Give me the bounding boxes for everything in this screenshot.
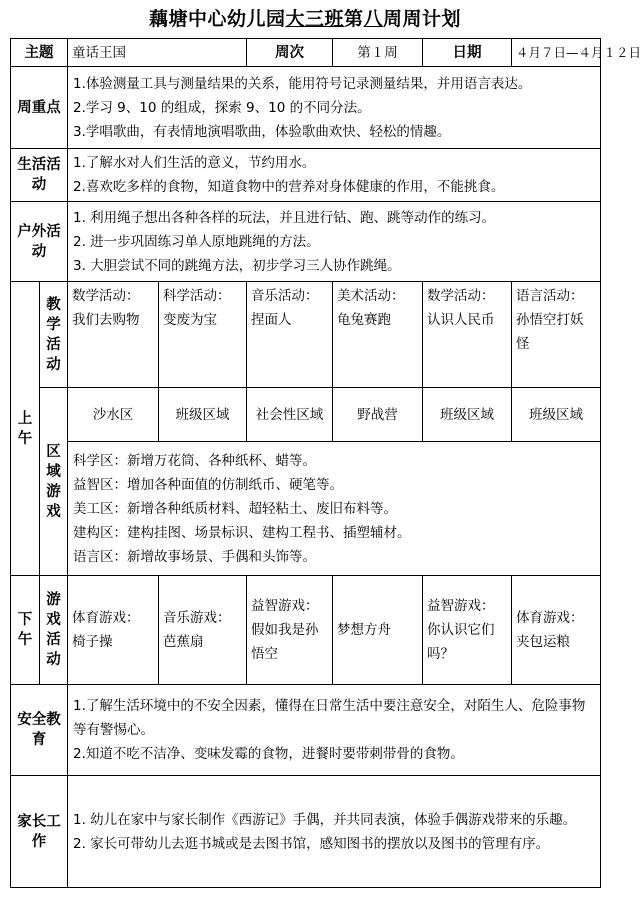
activity-type: 科学活动：: [163, 288, 231, 304]
area-cell: 班级区域: [159, 388, 247, 442]
outdoor-item: 3. 大胆尝试不同的跳绳方法，初步学习三人协作跳绳。: [73, 257, 401, 274]
game-type: 音乐游戏：: [163, 610, 231, 626]
afternoon-label: 下午: [11, 576, 40, 685]
theme-value: 童话王国: [68, 39, 247, 67]
area-details-row: [11, 442, 601, 576]
goal-item: 3.学唱歌曲，有表情地演唱歌曲，体验歌曲欢快、轻松的情趣。: [73, 123, 451, 140]
life-label: 生活活动: [11, 149, 68, 202]
area-label: 区域游戏: [40, 388, 68, 576]
area-row: [11, 388, 601, 442]
morning-label: 上午: [11, 282, 40, 576]
game-cell: [159, 576, 247, 685]
week-label: 周次: [247, 39, 333, 67]
activity-name: 龟兔赛跑: [337, 312, 391, 328]
life-list: [68, 149, 601, 202]
parents-row: [11, 776, 601, 888]
area-detail-item: 建构区：建构挂图、场景标识、建构工程书、插塑辅材。: [73, 524, 411, 541]
safety-row: [11, 685, 601, 776]
activity-name: 捏面人: [251, 312, 292, 328]
goals-list: [68, 67, 601, 149]
weekly-plan-table: [10, 38, 641, 888]
title-week-number: 八: [363, 8, 384, 30]
date-value: ４月７日—４月１２日: [512, 39, 601, 67]
game-name: 假如我是孙悟空: [251, 622, 319, 662]
game-type: 益智游戏：: [427, 598, 495, 614]
goal-item: 1.体验测量工具与测量结果的关系，能用符号记录测量结果，并用语言表达。: [73, 75, 532, 92]
week-value: 第１周: [333, 39, 423, 67]
parents-list: [68, 776, 601, 888]
goals-label: 周重点: [11, 67, 68, 149]
safety-item: 1.了解生活环境中的不安全因素，懂得在日常生活中要注意安全，对陌生人、危险事物等有警惕心。: [73, 698, 586, 738]
activity-type: 数学活动：: [72, 288, 140, 304]
teaching-cell: [68, 282, 159, 388]
date-label: 日期: [423, 39, 512, 67]
game-name: 梦想方舟: [337, 622, 391, 638]
activity-name: 变废为宝: [163, 312, 217, 328]
game-name: 你认识它们吗？: [427, 622, 495, 662]
life-item: 2.喜欢吃多样的食物，知道食物中的营养对身体健康的作用，不能挑食。: [73, 179, 505, 195]
activity-name: 我们去购物: [72, 312, 140, 328]
life-row: [11, 149, 601, 202]
game-cell: [68, 576, 159, 685]
game-type: 体育游戏：: [516, 610, 584, 626]
game-type: 体育游戏：: [72, 610, 140, 626]
game-cell: [423, 576, 512, 685]
activity-type: 美术活动：: [337, 288, 405, 304]
game-cell: [333, 576, 423, 685]
parents-item: 1. 幼儿在家中与家长制作《西游记》手偶，并共同表演，体验手偶游戏带来的乐趣。: [73, 811, 577, 828]
outdoor-list: [68, 202, 601, 282]
area-detail-item: 科学区：新增万花筒、各种纸杯、蜡等。: [73, 452, 316, 469]
teaching-cell: [333, 282, 423, 388]
activity-type: 音乐活动：: [251, 288, 319, 304]
teaching-cell: [512, 282, 601, 388]
game-type: 益智游戏：: [251, 598, 319, 614]
parents-item: 2. 家长可带幼儿去逛书城或是去图书馆，感知图书的摆放以及图书的管理有序。: [73, 835, 550, 852]
teaching-cell: [423, 282, 512, 388]
area-details-list: [68, 442, 601, 576]
game-name: 夹包运粮: [516, 634, 570, 650]
parents-label: 家长工作: [11, 776, 68, 888]
life-item: 1.了解水对人们生活的意义，节约用水。: [73, 155, 316, 171]
activity-type: 语言活动：: [516, 288, 584, 304]
activity-name: 孙悟空打妖怪: [516, 312, 584, 352]
games-label: 游戏活动: [40, 576, 68, 685]
area-cell: 班级区域: [512, 388, 601, 442]
game-cell: [247, 576, 333, 685]
afternoon-row: [11, 576, 601, 685]
title-suffix: 周周计划: [383, 8, 462, 30]
teaching-row: [11, 282, 601, 388]
safety-list: [68, 685, 601, 776]
game-name: 芭蕉扇: [163, 634, 204, 650]
game-cell: [512, 576, 601, 685]
theme-label: 主题: [11, 39, 68, 67]
title-school: 藕塘中心幼儿园: [148, 8, 286, 30]
game-name: 椅子操: [72, 634, 113, 650]
teaching-cell: [159, 282, 247, 388]
area-cell: 班级区域: [423, 388, 512, 442]
activity-name: 认识人民币: [427, 312, 495, 328]
title-middle: 第: [343, 8, 364, 30]
teaching-cell: [247, 282, 333, 388]
goals-row: [11, 67, 601, 149]
safety-item: 2.知道不吃不洁净、变味发霉的食物，进餐时要带刺带骨的食物。: [73, 746, 464, 762]
area-detail-item: 美工区：新增各种纸质材料、超轻粘土、废旧布料等。: [73, 500, 397, 517]
teaching-label: 教学活动: [40, 282, 68, 388]
goal-item: 2.学习 9、10 的组成，探索 9、10 的不同分法。: [73, 99, 371, 116]
safety-label: 安全教育: [11, 685, 68, 776]
outdoor-item: 1. 利用绳子想出各种各样的玩法，并且进行钻、跑、跳等动作的练习。: [73, 209, 496, 226]
area-cell: 社会性区域: [247, 388, 333, 442]
page-title: [0, 4, 610, 31]
outdoor-label: 户外活动: [11, 202, 68, 282]
outdoor-item: 2. 进一步巩固练习单人原地跳绳的方法。: [73, 233, 320, 250]
outdoor-row: [11, 202, 601, 282]
area-detail-item: 益智区：增加各种面值的仿制纸币、硬笔等。: [73, 476, 343, 493]
title-class: 大三班: [285, 8, 344, 30]
activity-type: 数学活动：: [427, 288, 495, 304]
header-row: [11, 39, 601, 67]
area-cell: 沙水区: [68, 388, 159, 442]
area-cell: 野战营: [333, 388, 423, 442]
area-detail-item: 语言区：新增故事场景、手偶和头饰等。: [73, 548, 316, 565]
